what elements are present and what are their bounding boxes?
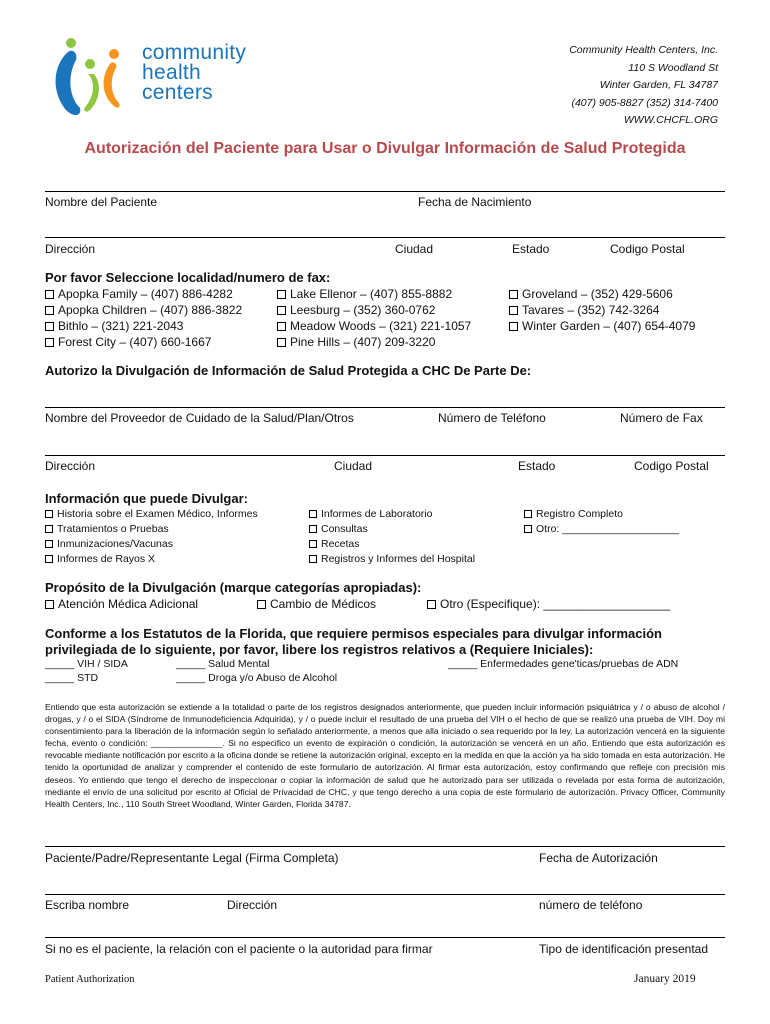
checkbox[interactable]	[45, 600, 54, 609]
logo-line-3: centers	[142, 81, 213, 104]
checkbox[interactable]	[45, 322, 54, 331]
checkbox[interactable]	[524, 510, 532, 518]
patient-address-label: Dirección	[45, 242, 96, 256]
footer-right: January 2019	[634, 973, 696, 985]
dob-label: Fecha de Nacimiento	[418, 195, 532, 209]
info-option[interactable]: Tratamientos o Pruebas	[45, 522, 258, 537]
checkbox[interactable]	[45, 338, 54, 347]
authorization-paragraph: Entiendo que esta autorización se extiende a la totalidad o parte de los registros designados anteriormente, que pueden incluir información psiquiátrica y / o abuso de alcohol / drogas, y / o el SIDA (Síndrome de Inmunodeficiencia Adquirida), y / o puede incluir el resultado de una prueba del VIH o el hecho de que se realizó una prueba de VIH. Doy mi consentimiento para la liberación de la información según lo señalado anteriormente, a menos que alla iniciado o sea requerido por la ley. La autorización vencerá en la siguiente fecha, evento o condición: _______________. Si no especifico un evento de expiración o condición, la autorización se vencerá en un año. Entiendo que esta autorización es revocable mediante notificación por escrito a la oficina donde se retiene la autorización original, excepto en la medida en que la acción ya ha sido tomada en esta autorización. He tenido la oportunidad de analizar y comprender el contenido de este formulario de autorización. Al firmar esta autorización, estoy confirmando que refleje con precisión mis deseos. Yo entiendo que tengo el derecho de inspeccionar o copiar la información de salud que he autorizado para ser utilizada o revelada por esta forma de autorización, mediante el envío de una solicitud por escrito al Oficial de Privacidad de CHC, y que tengo derecho a una copia de este formulario de autorización. Privacy Officer, Community Health Centers, Inc., 110 South Street Woodland, Winter Garden, Florida 34787.	[45, 702, 725, 809]
provider-line[interactable]	[45, 407, 725, 408]
page-title: Autorización del Paciente para Usar o Divulgar Información de Salud Protegida	[84, 140, 686, 157]
footer-left: Patient Authorization	[45, 974, 135, 985]
org-city: Winter Garden, FL 34787	[599, 79, 718, 91]
org-phones: (407) 905-8827 (352) 314-7400	[571, 96, 718, 109]
org-web[interactable]: WWW.CHCFL.ORG	[623, 114, 718, 126]
logo	[44, 34, 264, 124]
initial-field[interactable]: _____ Droga y/o Abuso de Alcohol	[176, 672, 338, 684]
print-name-label: Escriba nombre	[45, 898, 130, 912]
info-option[interactable]: Inmunizaciones/Vacunas	[45, 537, 258, 552]
info-option[interactable]: Registro Completo	[524, 507, 679, 522]
purpose-option[interactable]: Cambio de Médicos	[257, 596, 376, 612]
org-address	[569, 42, 718, 130]
checkbox[interactable]	[524, 525, 532, 533]
relationship-line[interactable]	[45, 937, 725, 938]
signature-line[interactable]	[45, 846, 725, 847]
signature-label: Paciente/Padre/Representante Legal (Firma Completa)	[45, 851, 339, 865]
relationship-label: Si no es el paciente, la relación con el paciente o la autoridad para firmar	[45, 942, 433, 956]
patient-name-label: Nombre del Paciente	[45, 195, 158, 209]
location-option[interactable]: Pine Hills – (407) 209-3220	[277, 334, 471, 350]
patient-zip-label: Codigo Postal	[610, 242, 685, 256]
checkbox[interactable]	[509, 306, 518, 315]
provider-address-line[interactable]	[45, 455, 725, 456]
location-option[interactable]: Tavares – (352) 742-3264	[509, 302, 695, 318]
location-option[interactable]: Winter Garden – (407) 654-4079	[509, 318, 695, 334]
checkbox[interactable]	[309, 525, 317, 533]
location-option[interactable]: Meadow Woods – (321) 221-1057	[277, 318, 471, 334]
purpose-option[interactable]: Atención Médica Adicional	[45, 596, 198, 612]
location-option[interactable]: Apopka Children – (407) 886-3822	[45, 302, 242, 318]
statutes-line-2: privilegiada de lo siguiente, por favor, libere los registros relativos a (Requiere Iniciales):	[45, 642, 594, 657]
info-col-1	[45, 507, 258, 567]
checkbox[interactable]	[45, 306, 54, 315]
info-option[interactable]: Informes de Rayos X	[45, 552, 258, 567]
checkbox[interactable]	[427, 600, 436, 609]
location-option[interactable]: Lake Ellenor – (407) 855-8882	[277, 286, 471, 302]
info-option[interactable]: Informes de Laboratorio	[309, 507, 475, 522]
checkbox[interactable]	[45, 510, 53, 518]
info-option[interactable]: Registros y Informes del Hospital	[309, 552, 475, 567]
provider-address-label: Dirección	[45, 459, 96, 473]
initial-field[interactable]: _____ VIH / SIDA	[45, 658, 128, 670]
initial-field[interactable]: _____ Salud Mental	[176, 658, 270, 670]
provider-fax-label: Número de Fax	[620, 411, 703, 425]
info-option[interactable]: Historia sobre el Examen Médico, Informes	[45, 507, 258, 522]
patient-name-line[interactable]	[45, 191, 725, 192]
patient-city-label: Ciudad	[395, 242, 434, 256]
provider-phone-label: Número de Teléfono	[438, 411, 546, 425]
provider-state-label: Estado	[518, 459, 556, 473]
statutes-line-1: Conforme a los Estatutos de la Florida, que requiere permisos especiales para divulgar información	[45, 626, 662, 641]
info-option[interactable]: Otro: ____________________	[524, 522, 679, 537]
patient-address-line[interactable]	[45, 237, 725, 238]
checkbox[interactable]	[45, 540, 53, 548]
org-street: 110 S Woodland St	[628, 61, 718, 74]
locations-col-1	[45, 286, 242, 350]
provider-city-label: Ciudad	[334, 459, 373, 473]
authorization-date-label: Fecha de Autorización	[539, 851, 658, 865]
info-col-3	[524, 507, 679, 537]
print-name-line[interactable]	[45, 894, 725, 895]
initial-field[interactable]: _____ STD	[45, 672, 99, 684]
provider-zip-label: Codigo Postal	[634, 459, 709, 473]
logo-mark	[44, 34, 139, 124]
purpose-heading: Propósito de la Divulgación (marque categorías apropiadas):	[45, 580, 422, 595]
checkbox[interactable]	[309, 510, 317, 518]
logo-text	[142, 43, 246, 103]
location-option[interactable]: Groveland – (352) 429-5606	[509, 286, 695, 302]
checkbox[interactable]	[45, 525, 53, 533]
checkbox[interactable]	[277, 338, 286, 347]
initial-field[interactable]: _____ Enfermedades gene'ticas/pruebas de ADN	[448, 658, 679, 670]
checkbox[interactable]	[509, 322, 518, 331]
signer-address-label: Dirección	[227, 898, 278, 912]
logo-line-1: community	[142, 41, 247, 64]
checkbox[interactable]	[277, 306, 286, 315]
location-option[interactable]: Forest City – (407) 660-1667	[45, 334, 242, 350]
checkbox[interactable]	[257, 600, 266, 609]
release-from-heading: Autorizo la Divulgación de Información de Salud Protegida a CHC De Parte De:	[45, 363, 532, 378]
purpose-option[interactable]: Otro (Especifique): ___________________	[427, 596, 670, 612]
signer-phone-label: número de teléfono	[539, 898, 643, 912]
info-heading: Información que puede Divulgar:	[45, 491, 248, 506]
info-option[interactable]: Consultas	[309, 522, 475, 537]
patient-state-label: Estado	[512, 242, 550, 256]
location-option[interactable]: Leesburg – (352) 360-0762	[277, 302, 471, 318]
location-option[interactable]: Apopka Family – (407) 886-4282	[45, 286, 242, 302]
checkbox[interactable]	[277, 322, 286, 331]
id-type-label: Tipo de identificación presentad	[539, 942, 708, 956]
location-option[interactable]: Bithlo – (321) 221-2043	[45, 318, 242, 334]
info-col-2	[309, 507, 475, 567]
checkbox[interactable]	[277, 290, 286, 299]
checkbox[interactable]	[309, 540, 317, 548]
locations-col-3	[509, 286, 695, 334]
locations-heading: Por favor Seleccione localidad/numero de fax:	[45, 270, 331, 285]
provider-label: Nombre del Proveedor de Cuidado de la Salud/Plan/Otros	[45, 411, 354, 425]
checkbox[interactable]	[45, 555, 53, 563]
info-option[interactable]: Recetas	[309, 537, 475, 552]
checkbox[interactable]	[509, 290, 518, 299]
org-name: Community Health Centers, Inc.	[569, 44, 718, 56]
checkbox[interactable]	[309, 555, 317, 563]
checkbox[interactable]	[45, 290, 54, 299]
logo-line-2: health	[142, 61, 202, 84]
locations-col-2	[277, 286, 471, 350]
